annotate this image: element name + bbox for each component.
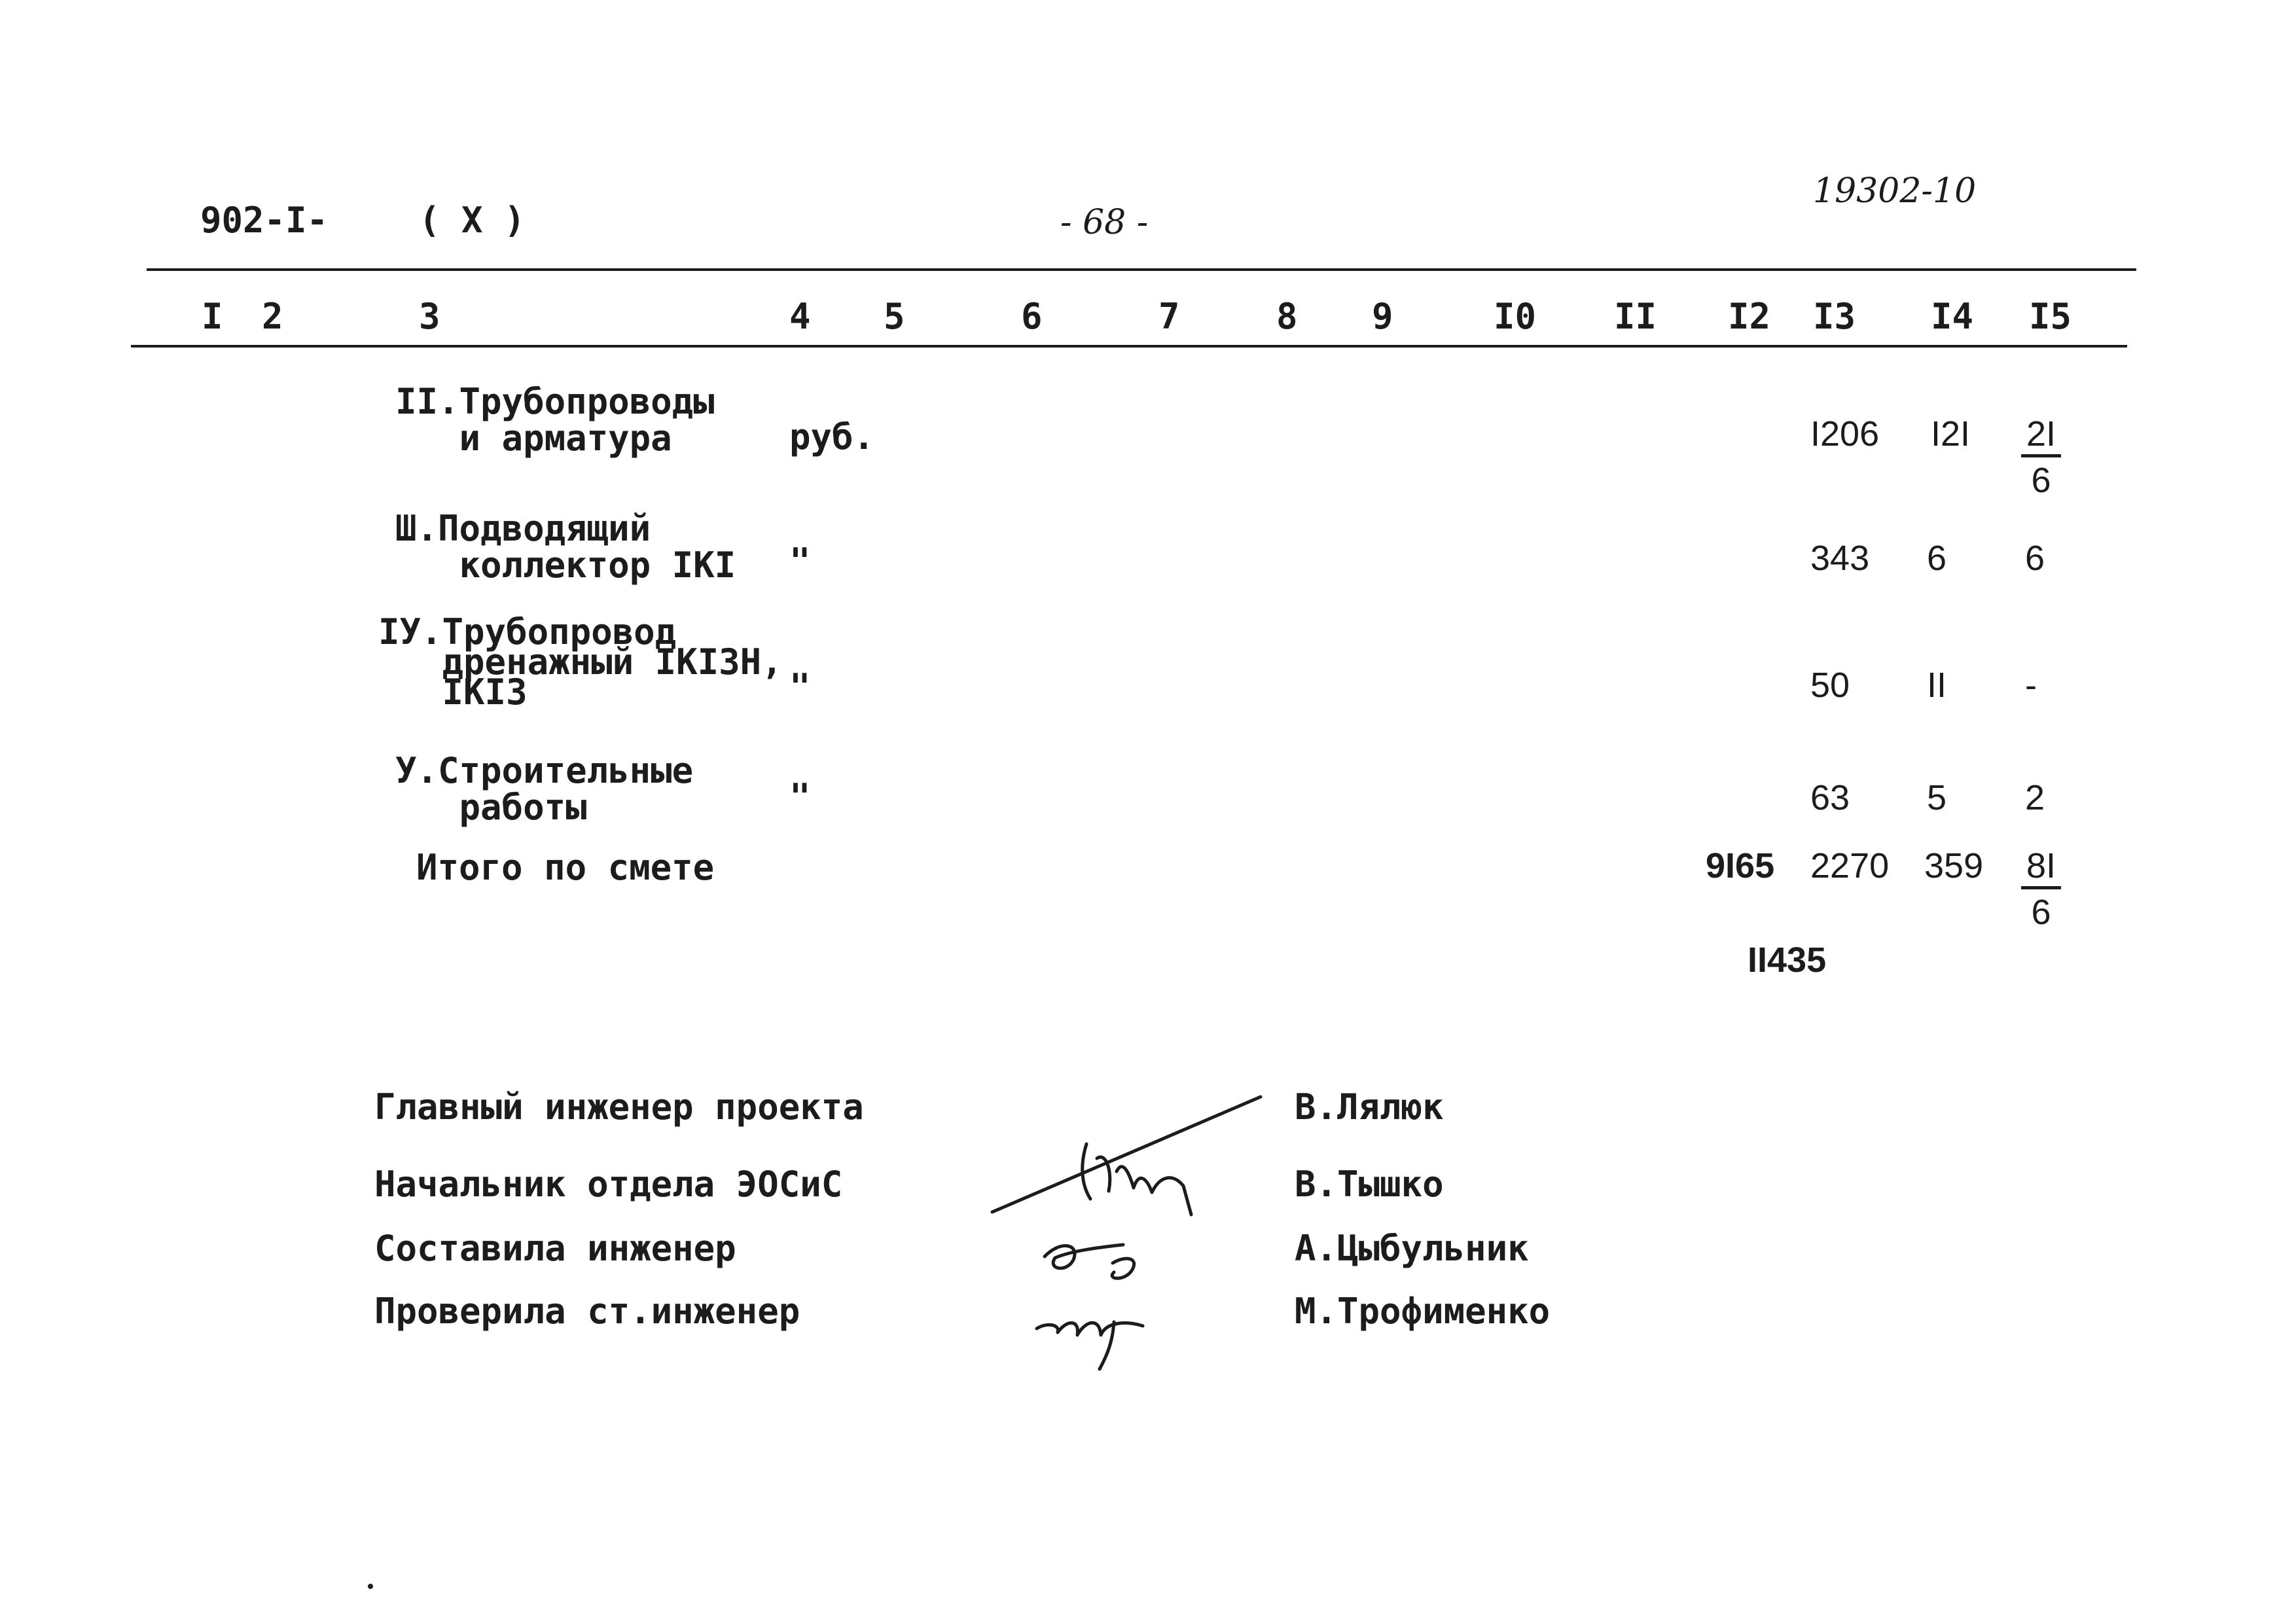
row-name: У.Строительные работы	[395, 750, 694, 828]
fraction-numerator: 2I	[2021, 414, 2061, 457]
signature-name: В.Тышко	[1295, 1164, 1444, 1205]
total-col14: 359	[1924, 846, 1984, 885]
row-unit: "	[789, 666, 811, 707]
doc-code: 902-I-	[200, 200, 329, 241]
signature-role: Главный инженер проекта	[374, 1086, 864, 1128]
row-col14: 6	[1927, 539, 1947, 578]
col-5: 5	[884, 296, 905, 337]
row-col13: 63	[1810, 778, 1850, 817]
signature-stroke-2	[1045, 1245, 1134, 1278]
col-6: 6	[1021, 296, 1043, 337]
col-15: I5	[2029, 296, 2072, 337]
row-col15: -	[2025, 666, 2037, 705]
col-14: I4	[1931, 296, 1974, 337]
signature-name: В.Лялюк	[1295, 1086, 1444, 1128]
row-col15: 2	[2025, 778, 2045, 817]
col-3: 3	[419, 296, 440, 337]
doc-variant: ( X )	[419, 200, 526, 241]
signature-role: Начальник отдела ЭОСиС	[374, 1164, 843, 1205]
signature-stroke-main	[992, 1097, 1261, 1212]
row-unit: руб.	[789, 416, 875, 457]
total-label: Итого по смете	[416, 847, 715, 888]
total-col12: 9I65	[1706, 846, 1775, 885]
col-4: 4	[789, 296, 811, 337]
page-number: - 68 -	[1060, 203, 1149, 242]
col-9: 9	[1372, 296, 1393, 337]
col-1: I	[202, 296, 223, 337]
grand-total: II435	[1748, 940, 1827, 980]
dot-mark	[368, 1584, 373, 1589]
col-8: 8	[1276, 296, 1298, 337]
col-2: 2	[262, 296, 283, 337]
row-name: IУ.Трубопровод дренажный IKI3H, IKI3	[378, 611, 783, 713]
row-unit: "	[789, 541, 811, 582]
col-11: II	[1614, 296, 1657, 337]
row-col13: I206	[1810, 414, 1880, 454]
row-col13: 50	[1810, 666, 1850, 705]
signature-name: А.Цыбульник	[1295, 1228, 1529, 1269]
row-name: II.Трубопроводы и арматура	[395, 381, 715, 459]
total-col13: 2270	[1810, 846, 1890, 885]
row-name: Ш.Подводящий коллектор IKI	[395, 508, 736, 586]
signature-stroke-3	[1037, 1322, 1143, 1369]
fraction-numerator: 8I	[2021, 846, 2061, 889]
col-10: I0	[1494, 296, 1537, 337]
row-col14: 5	[1927, 778, 1947, 817]
doc-number: 19302-10	[1813, 171, 1977, 211]
col-13: I3	[1813, 296, 1856, 337]
signature-stroke-main	[1083, 1144, 1191, 1215]
row-col15: 6	[2025, 539, 2045, 578]
row-col13: 343	[1810, 539, 1870, 578]
fraction-denominator: 6	[2031, 893, 2051, 932]
row-col14: II	[1927, 666, 1947, 705]
signature-role: Составила инженер	[374, 1228, 736, 1269]
signature-role: Проверила ст.инженер	[374, 1291, 800, 1332]
row-unit: "	[789, 776, 811, 817]
signature-name: М.Трофименко	[1295, 1291, 1551, 1332]
fraction-denominator: 6	[2031, 461, 2051, 500]
row-col14: I2I	[1931, 414, 1971, 454]
col-12: I2	[1728, 296, 1771, 337]
col-7: 7	[1158, 296, 1180, 337]
